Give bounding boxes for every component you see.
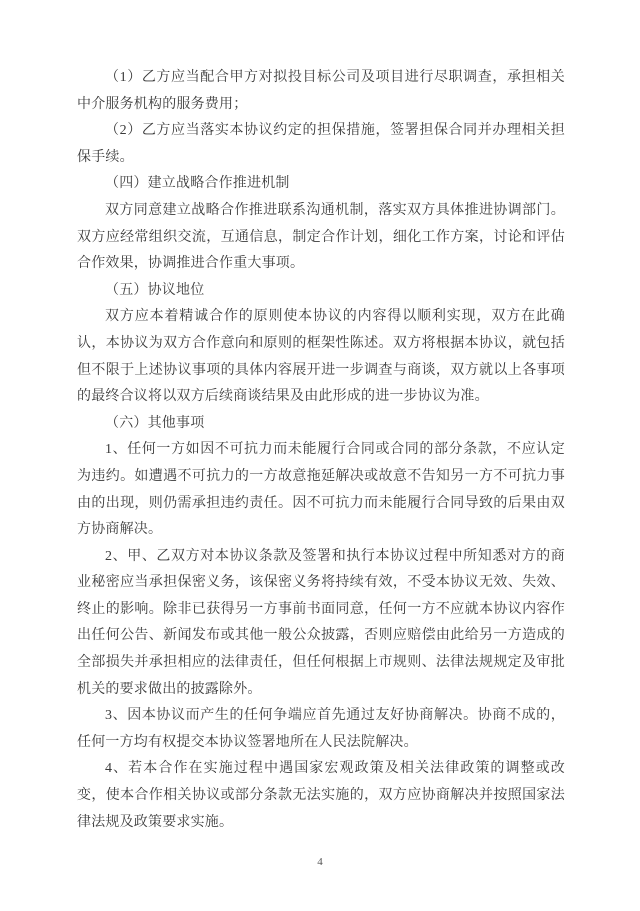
section-4-body: 双方同意建立战略合作推进联系沟通机制，落实双方具体推进协调部门。双方应经常组织交流，互通信息，制定合作计划，细化工作方案，讨论和评估合作效果，协调推进合作重大事项。 xyxy=(77,202,565,272)
section-heading-4: （四）建立战略合作推进机制 xyxy=(105,176,290,192)
clause-item-1: （1）乙方应当配合甲方对拟投目标公司及项目进行尽职调查，承担相关中介服务机构的服务费用； xyxy=(77,70,565,112)
page-number: 4 xyxy=(317,856,323,868)
other-items-clause-3: 3、因本协议而产生的任何争端应首先通过友好协商解决。协商不成的，任何一方均有权提交本协议签署地所在人民法院解决。 xyxy=(77,708,565,750)
other-items-clause-4: 4、若本合作在实施过程中遇国家宏观政策及相关法律政策的调整或改变，使本合作相关协议或部分条款无法实施的，双方应协商解决并按照国家法律法规及政策要求实施。 xyxy=(77,761,565,830)
section-5-body: 双方应本着精诚合作的原则使本协议的内容得以顺利实现，双方在此确认，本协议为双方合作意向和原则的框架性陈述。双方将根据本协议，就包括但不限于上述协议事项的具体内容展开进一步调查与商谈，双方就以上各事项的最终合议将以双方后续商谈结果及由此形成的进一步协议为准。 xyxy=(77,309,565,405)
section-heading-5: （五）协议地位 xyxy=(105,282,205,298)
other-items-clause-1: 1、任何一方如因不可抗力而未能履行合同或合同的部分条款，不应认定为违约。如遭遇不可抗力的一方故意拖延解决或故意不告知另一方不可抗力事由的出现，则仍需承担违约责任。因不可抗力而未能履行合同导致的后果由双方协商解决。 xyxy=(77,442,565,538)
other-items-clause-2: 2、甲、乙双方对本协议条款及签署和执行本协议过程中所知悉对方的商业秘密应当承担保密义务，该保密义务将持续有效，不受本协议无效、失效、终止的影响。除非已获得另一方事前书面同意，任何一方不应就本协议内容作出任何公告、新闻发布或其他一般公众披露，否则应赔偿由此给另一方造成的全部损失并承担相应的法律责任，但任何根据上市规则、法律法规规定及审批机关的要求做出的披露除外。 xyxy=(77,548,565,697)
clause-item-2: （2）乙方应当落实本协议约定的担保措施，签署担保合同并办理相关担保手续。 xyxy=(77,123,565,165)
document-body xyxy=(77,65,565,836)
section-heading-6: （六）其他事项 xyxy=(105,415,205,431)
